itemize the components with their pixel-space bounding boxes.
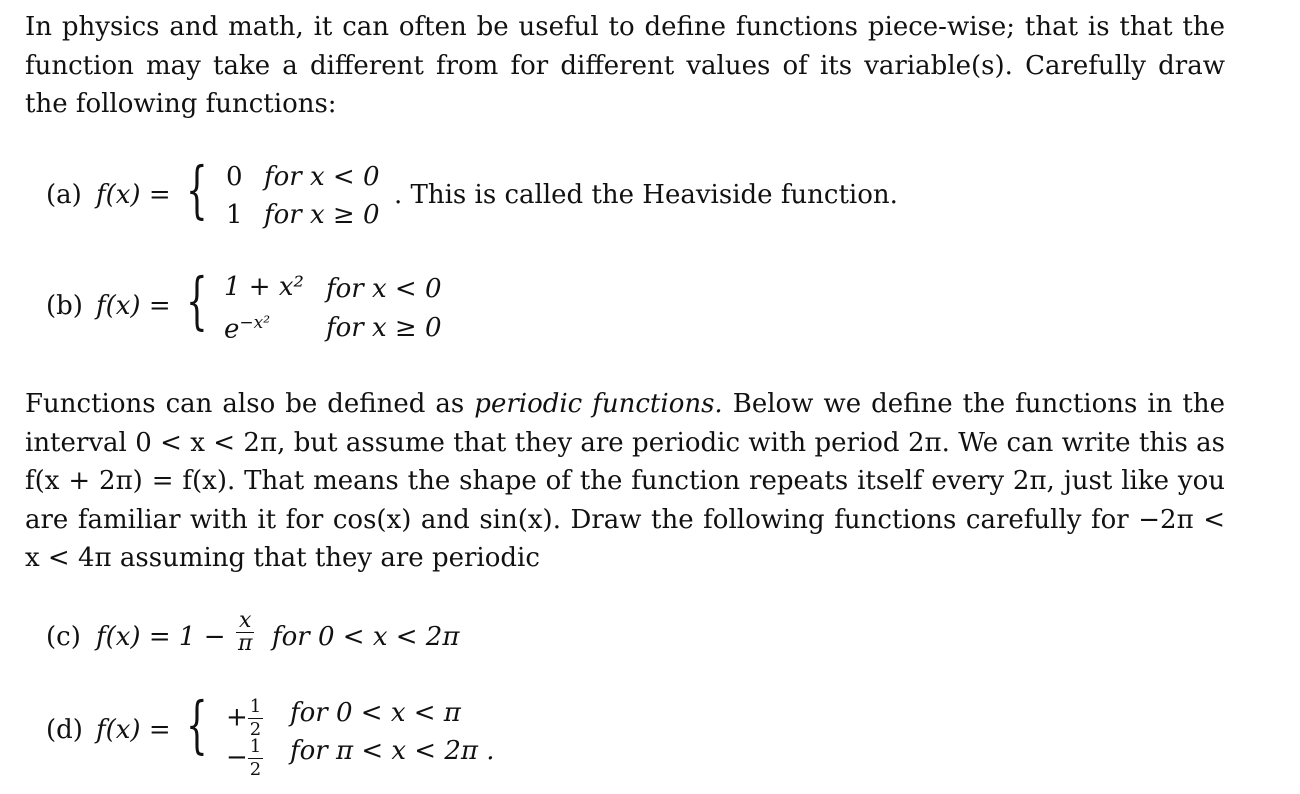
item-b-case1-cond: for x < 0 xyxy=(326,274,442,304)
item-b-label: (b) xyxy=(46,291,83,321)
item-d-case2-fraction xyxy=(248,736,263,781)
item-d-case1-value xyxy=(226,696,263,741)
item-a-note: . This is called the Heaviside function. xyxy=(394,180,898,210)
item-b-case2-value xyxy=(224,313,270,345)
periodic-text: Below we define the functions in the interval 0 < x < 2π, but assume that they are periodic with period 2π. We can write this as f(x + 2π) = f(x). That means the shape of the function repeats itself every 2π, just like you are familiar with it for cos(x) and sin(x). Draw the following functions carefully for −2π < x < 4π assuming that they are periodic xyxy=(25,389,1226,573)
intro-paragraph xyxy=(25,8,1225,124)
item-b-case1-value: 1 + x² xyxy=(224,272,304,302)
item-d xyxy=(46,688,646,780)
item-d-case1-den: 2 xyxy=(249,719,262,740)
item-a-case1-value: 0 xyxy=(226,162,243,192)
item-c-label: (c) xyxy=(46,622,81,652)
item-a-case2-value: 1 xyxy=(226,200,243,230)
item-d-case1-fraction xyxy=(248,696,263,741)
item-b-brace: { xyxy=(186,264,208,337)
item-a-brace: { xyxy=(186,153,208,226)
item-d-case1-cond: for 0 < x < π xyxy=(290,698,461,728)
periodic-paragraph xyxy=(25,385,1225,578)
item-b-case2-exp: −x² xyxy=(239,313,271,333)
item-c-fraction xyxy=(236,610,254,655)
item-d-case2-cond: for π < x < 2π . xyxy=(290,736,495,766)
item-b-case2-cond: for x ≥ 0 xyxy=(326,313,442,343)
periodic-emphasis: periodic functions. xyxy=(474,389,723,419)
item-d-label: (d) xyxy=(46,715,83,745)
item-d-case2-num: 1 xyxy=(249,736,262,757)
item-c-cond: for 0 < x < 2π xyxy=(272,622,460,652)
item-a-case1-cond: for x < 0 xyxy=(264,162,380,192)
item-c xyxy=(46,610,646,670)
item-d-case2-sign: − xyxy=(226,742,248,773)
item-a-case2-cond: for x ≥ 0 xyxy=(264,200,380,230)
item-c-numerator: x xyxy=(236,610,254,633)
item-d-brace: { xyxy=(186,688,208,761)
item-c-lhs: f(x) = 1 − xyxy=(96,622,226,652)
item-a-label: (a) xyxy=(46,180,82,210)
item-c-denominator: π xyxy=(238,631,253,656)
intro-text: In physics and math, it can often be useful to define functions piece-wise; that is that the function may take a different from for different values of its variable(s). Carefully draw the following functions: xyxy=(25,12,1225,119)
periodic-pre: Functions can also be defined as xyxy=(25,389,465,419)
item-d-case1-num: 1 xyxy=(249,696,262,717)
item-d-case2-den: 2 xyxy=(249,759,262,780)
item-d-case1-sign: + xyxy=(226,702,248,733)
item-b xyxy=(46,264,546,356)
item-a-lhs: f(x) = xyxy=(96,180,171,210)
item-b-case2-base: e xyxy=(224,314,240,345)
item-d-case2-value xyxy=(226,736,263,781)
item-d-lhs: f(x) = xyxy=(96,715,171,745)
item-a xyxy=(46,153,946,245)
item-b-lhs: f(x) = xyxy=(96,291,171,321)
